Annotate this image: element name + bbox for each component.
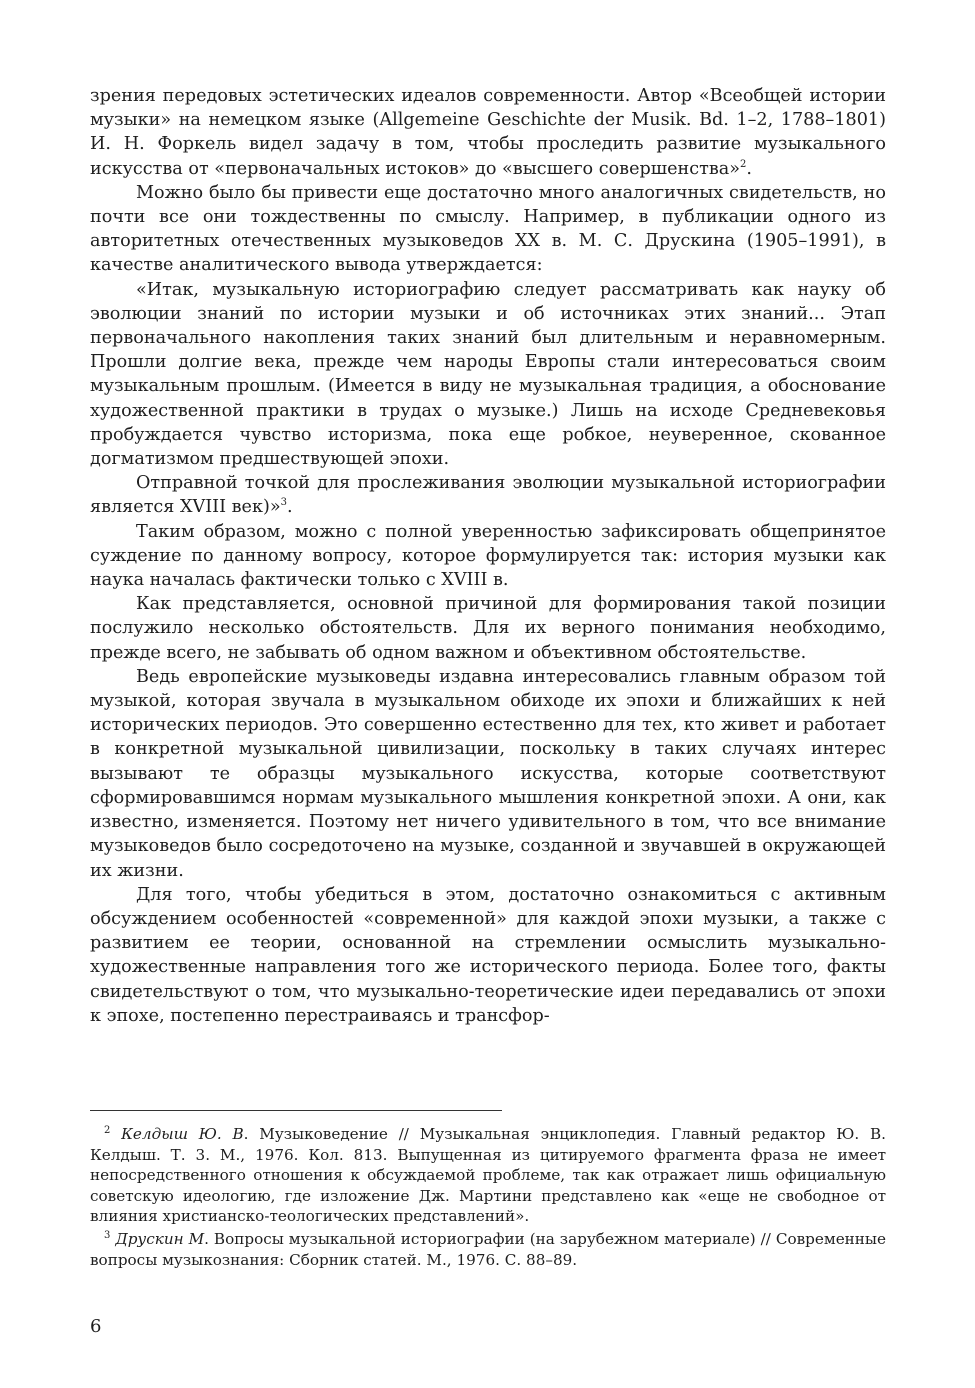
main-text xyxy=(90,84,886,1028)
paragraph-2: Можно было бы привести еще достаточно много аналогичных свидетельств, но почти все они тождественны по смыслу. Например, в публикации одного из авторитетных отечественных музыковедов XX в. М. С. Друскина (1905–1991), в качестве аналитического вывода утверждается: xyxy=(90,182,886,276)
paragraph-1 xyxy=(90,84,886,181)
paragraph-1-end: . xyxy=(746,158,752,179)
footnote-divider xyxy=(90,1110,502,1111)
paragraph-4: Как представляется, основной причиной для формирования такой позиции послужило несколько обстоятельств. Для их верного понимания необходимо, прежде всего, не забывать об одном важном и объективном обстоятельстве. xyxy=(90,594,886,663)
quote-paragraph-2-end: . xyxy=(286,497,293,518)
footnote-author: Друскин М xyxy=(115,1229,205,1248)
footnote-ref-3[interactable]: 3 xyxy=(280,497,287,509)
paragraph-6: Для того, чтобы убедиться в этом, достаточно ознакомиться с активным обсуждением особенностей «современной» для каждой эпохи музыки, а также с развитием ее теории, основанной на стремлении осмыслить музыкально-художественные направления того же исторического периода. Более того, факты свидетельствуют о том, что музыкально-теоретические идеи передавались от эпохи к эпохе, постепенно перестраиваясь и трансфор- xyxy=(90,884,886,1026)
footnote-text: . Музыковедение // Музыкальная энциклопедия. Главный редактор Ю. В. Келдыш. Т. 3. М., 1976. Кол. 813. Выпущенная из цитируемого фрагмента фраза не имеет непосредственного отношения к обсуждаемой проблеме, так как отражает лишь официальную советскую идеологию, где изложение Дж. Мартини представлено как «еще не свободное от влияния христианско-теологических представлений». xyxy=(90,1125,887,1226)
footnotes xyxy=(90,1124,886,1272)
paragraph-3: Таким образом, можно с полной уверенностью зафиксировать общепринятое суждение по данному вопросу, которое формулируется так: история музыки как наука началась фактически только с XVIII в. xyxy=(90,521,886,591)
quote-paragraph-1: «Итак, музыкальную историографию следует рассматривать как науку об эволюции знаний по истории музыки и об источниках этих знаний... Этап первоначального накопления таких знаний был длительным и неравномерным. Прошли долгие века, прежде чем народы Европы стали интересоваться своим музыкальным прошлым. (Имеется в виду не музыкальная традиция, а обоснование художественной практики в трудах о музыке.) Лишь на исходе Средневековья пробуждается чувство историзма, пока еще робкое, неуверенное, скованное догматизмом предшествующей эпохи. xyxy=(90,279,886,470)
footnote-text: . Вопросы музыкальной историографии (на зарубежном материале) // Современные вопросы музыкознания: Сборник статей. М., 1976. С. 88–89. xyxy=(90,1229,887,1269)
page-number: 6 xyxy=(90,1316,102,1337)
footnote-author: Келдыш Ю. В xyxy=(121,1125,244,1143)
footnote-number: 2 xyxy=(104,1124,111,1136)
footnote-number: 3 xyxy=(104,1229,111,1241)
paragraph-5: Ведь европейские музыковеды издавна интересовались главным образом той музыкой, которая звучала в музыкальном обиходе их эпохи и ближайших к ней исторических периодов. Это совершенно естественно для тех, кто живет и работает в конкретной музыкальной цивилизации, поскольку в таких случаях интерес вызывают те образцы музыкального искусства, которые соответствуют сформировавшимся нормам музыкального мышления конкретной эпохи. А они, как известно, изменяется. Поэтому нет ничего удивительного в том, что все внимание музыковедов было сосредоточено на музыке, созданной и звучавшей в окружающей их жизни. xyxy=(90,666,886,881)
paragraph-1-text: зрения передовых эстетических идеалов современности. Автор «Всеобщей истории музыки» на немецком языке (Allgemeine Geschichte der Musik. Bd. 1–2, 1788–1801) И. Н. Форкель видел задачу в том, чтобы проследить развитие музыкального искусства от «первоначальных истоков» до «высшего совершенства» xyxy=(90,86,886,179)
footnote-ref-2[interactable]: 2 xyxy=(740,158,747,170)
quote-paragraph-2-text: Отправной точкой для прослеживания эволюции музыкальной историографии является XVIII век)» xyxy=(90,473,886,518)
footnote-2 xyxy=(90,1124,886,1227)
quote-paragraph-2 xyxy=(90,471,886,519)
footnote-3 xyxy=(90,1229,886,1270)
